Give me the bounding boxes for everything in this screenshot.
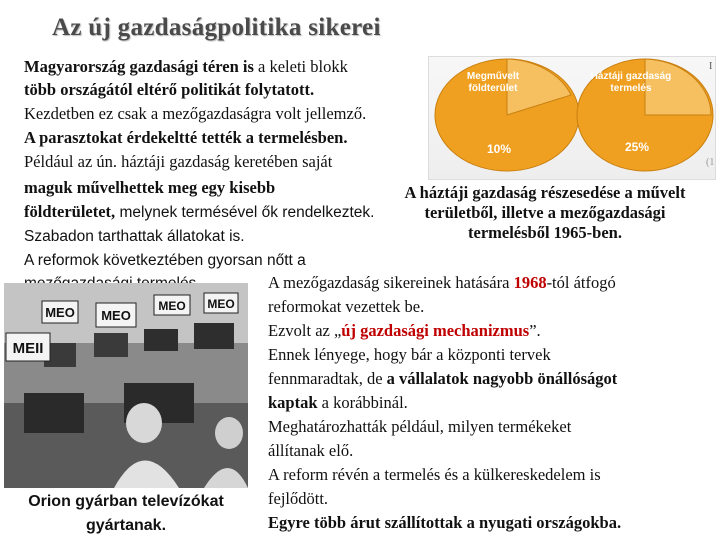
pie2-label-line1: Háztáji gazdaság (590, 71, 672, 82)
photo-caption-line-2: gyártanak. (85, 517, 167, 534)
highlight-year: 1968 (513, 273, 547, 292)
photo-sign-2: MEO (101, 308, 131, 323)
right-text-part: fennmaradtak, de (268, 369, 387, 388)
factory-photo (4, 283, 248, 488)
right-text-bold: a vállalatok nagyobb önállóságot (386, 369, 618, 388)
left-text-line-4: A parasztokat érdekeltté tették a termelésben. (24, 128, 348, 147)
right-text-line-4: Ennek lényege, hogy bár a központi tervek (268, 345, 551, 364)
photo-caption (0, 490, 252, 538)
photo-sign-3: MEO (158, 299, 186, 313)
highlight-term: új gazdasági mechanizmus (341, 321, 530, 340)
left-text-line-2: több országától eltérő politikát folytatott. (24, 80, 315, 99)
right-text-line-9: A reform révén a termelés és a külkereskedelem is (268, 465, 601, 484)
right-text-part: -tól átfogó (546, 273, 616, 292)
right-text-bold: kaptak (268, 393, 318, 412)
pie-caption-line-1: A háztáji gazdaság részesedése a művelt (404, 183, 686, 202)
right-text-part: A mezőgazdaság sikereinek hatására (268, 273, 514, 292)
right-text-part: Ezvolt az „ (268, 321, 342, 340)
photo-sign-4: MEII (12, 340, 44, 357)
right-text-part: a korábbinál. (317, 393, 408, 412)
right-text-part: ”. (529, 321, 541, 340)
left-text-line-8: Szabadon tarthattak állatokat is. (24, 228, 245, 245)
right-text-line-5 (268, 369, 617, 389)
left-text-bold: Magyarország gazdasági téren is (24, 57, 254, 76)
left-text-line-7 (24, 202, 374, 223)
photo-caption-line-1: Orion gyárban televízókat (28, 493, 224, 510)
left-text-line-1 (24, 57, 348, 77)
pie1-label-line2: földterület (468, 83, 518, 94)
right-text-line-11: Egyre több árut szállítottak a nyugati országokba. (268, 513, 622, 532)
left-text-normal: a keleti blokk (253, 57, 348, 76)
right-text-line-10: fejlődött. (268, 489, 329, 508)
left-text-bold: földterületet, (24, 202, 116, 221)
pie-chart-image (428, 56, 716, 180)
right-text-line-8: állítanak elő. (268, 441, 354, 460)
right-text-line-2: reformokat vezettek be. (268, 297, 425, 316)
pie-side-mark: (1 (706, 157, 715, 168)
left-text-line-6: maguk művelhettek meg egy kisebb (24, 178, 276, 197)
photo-sign-5: MEO (207, 297, 235, 311)
pie1-percent: 10% (486, 142, 512, 156)
photo-sign-1: MEO (45, 305, 75, 320)
left-text-normal: melynek termésével ők rendelkeztek. (115, 204, 375, 221)
page-title: Az új gazdaságpolitika sikerei (52, 14, 381, 41)
right-text-line-3 (268, 321, 541, 341)
right-text-line-7: Meghatározhatták például, milyen termékeket (268, 417, 572, 436)
pie2-percent: 25% (624, 140, 650, 154)
right-text-line-1 (268, 273, 616, 293)
pie2-label-line2: termelés (610, 83, 652, 94)
left-text-line-5: Például az ún. háztáji gazdaság keretében saját (24, 152, 333, 171)
right-text-line-6 (268, 393, 408, 413)
pie-caption-line-3: termelésből 1965-ben. (468, 223, 622, 242)
pie1-label-line1: Megművelt (466, 71, 520, 82)
pie-caption-line-2: területből, illetve a mezőgazdasági (424, 203, 666, 222)
left-text-line-9: A reformok következtében gyorsan nőtt a (24, 252, 306, 269)
pie-caption (370, 183, 720, 243)
left-text-line-3: Kezdetben ez csak a mezőgazdaságra volt jellemző. (24, 104, 367, 123)
pie-corner-mark: I (709, 61, 713, 72)
